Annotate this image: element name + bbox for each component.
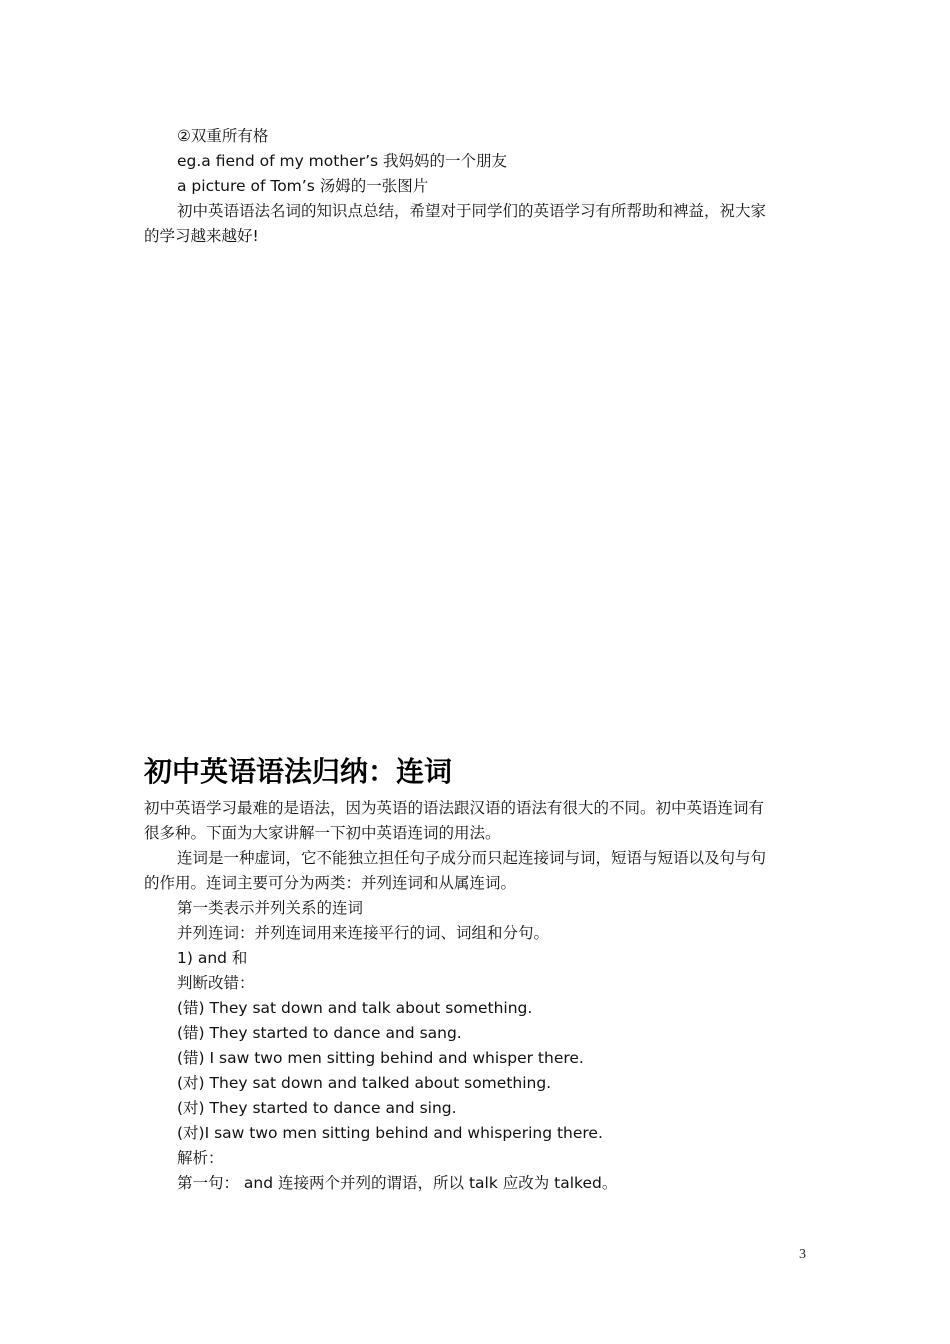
exercise-label: 判断改错： xyxy=(177,974,255,992)
closing-paragraph-line: 的学习越来越好! xyxy=(144,227,259,245)
analysis-label: 解析： xyxy=(177,1149,224,1167)
closing-paragraph-line: 初中英语语法名词的知识点总结，希望对于同学们的英语学习有所帮助和裨益，祝大家 xyxy=(177,202,767,220)
exercise-sentence: (对) They started to dance and sing. xyxy=(177,1099,457,1117)
article-title: 初中英语语法归纳：连词 xyxy=(144,755,453,788)
exercise-sentence: (错) They sat down and talk about something. xyxy=(177,999,533,1017)
intro-paragraph-line: 初中英语学习最难的是语法，因为英语的语法跟汉语的语法有很大的不同。初中英语连词有 xyxy=(144,799,765,817)
exercise-sentence: (错) They started to dance and sang. xyxy=(177,1024,462,1042)
definition-paragraph-line: 的作用。连词主要可分为两类：并列连词和从属连词。 xyxy=(144,874,517,892)
exercise-sentence: (错) I saw two men sitting behind and whisper there. xyxy=(177,1049,584,1067)
list-item-and: 1) and 和 xyxy=(177,949,248,967)
intro-paragraph-line: 很多种。下面为大家讲解一下初中英语连词的用法。 xyxy=(144,824,501,842)
analysis-line: 第一句： and 连接两个并列的谓语，所以 talk 应改为 talked。 xyxy=(177,1174,618,1192)
example-sentence: eg.a fiend of my mother’s 我妈妈的一个朋友 xyxy=(177,152,508,170)
exercise-sentence: (对)I saw two men sitting behind and whispering there. xyxy=(177,1124,603,1142)
section-heading-double-possessive: ②双重所有格 xyxy=(177,127,269,145)
exercise-sentence: (对) They sat down and talked about something. xyxy=(177,1074,552,1092)
definition-paragraph-line: 连词是一种虚词，它不能独立担任句子成分而只起连接词与词，短语与短语以及句与句 xyxy=(177,849,767,867)
coordinating-conjunction-definition: 并列连词：并列连词用来连接平行的词、词组和分句。 xyxy=(177,924,550,942)
category-heading: 第一类表示并列关系的连词 xyxy=(177,899,364,917)
page-number: 3 xyxy=(799,1247,806,1262)
example-sentence: a picture of Tom’s 汤姆的一张图片 xyxy=(177,177,429,195)
